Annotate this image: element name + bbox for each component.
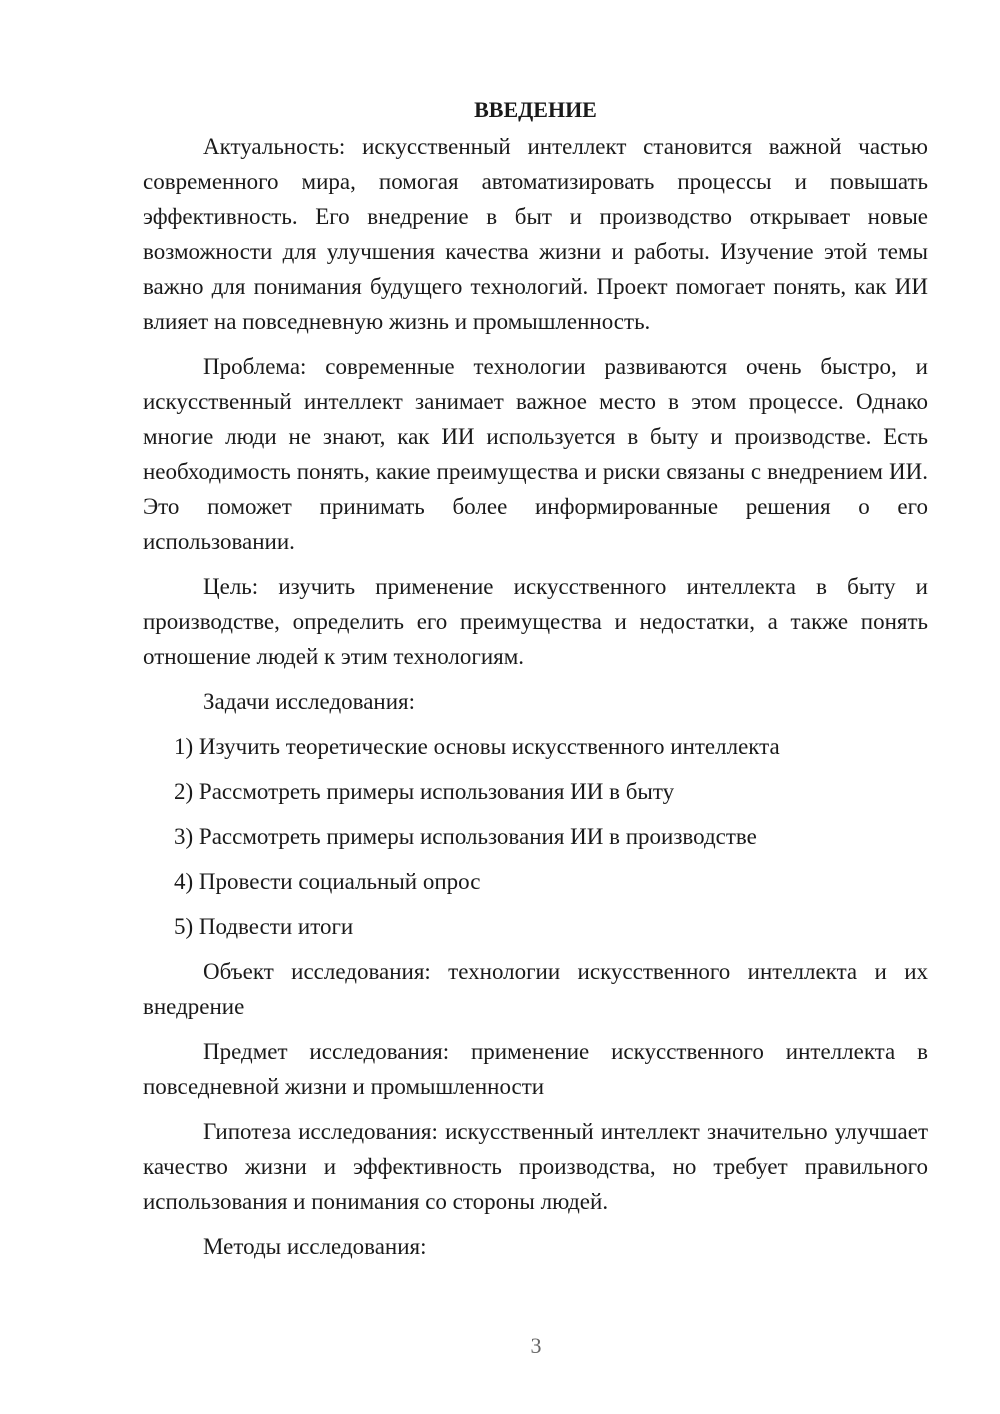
- paragraph-relevance: Актуальность: искусственный интеллект становится важной частью современного мира, помогая автоматизировать процессы и повышать эффективность. Его внедрение в быт и производство открывает новые возможности для улучшения качества жизни и работы. Изучение этой темы важно для понимания будущего технологий. Проект помогает понять, как ИИ влияет на повседневную жизнь и промышленность.: [143, 134, 928, 334]
- page-number: 3: [530, 1333, 542, 1358]
- paragraph-tasks-heading: Задачи исследования:: [203, 689, 416, 714]
- page-title: ВВЕДЕНИЕ: [474, 97, 597, 122]
- tasks-list: [143, 729, 928, 944]
- list-item: 1) Изучить теоретические основы искусственного интеллекта: [174, 734, 780, 759]
- list-item: 4) Провести социальный опрос: [174, 869, 481, 894]
- paragraph-goal: Цель: изучить применение искусственного интеллекта в быту и производстве, определить его преимущества и недостатки, а также понять отношение людей к этим технологиям.: [143, 574, 928, 669]
- paragraph-problem: Проблема: современные технологии развиваются очень быстро, и искусственный интеллект занимает важное место в этом процессе. Однако многие люди не знают, как ИИ используется в быту и производстве. Есть необходимость понять, какие преимущества и риски связаны с внедрением ИИ. Это поможет принимать более информированные решения о его использовании.: [143, 354, 928, 554]
- list-item: 2) Рассмотреть примеры использования ИИ в быту: [174, 779, 675, 804]
- paragraph-object: Объект исследования: технологии искусственного интеллекта и их внедрение: [143, 959, 928, 1019]
- paragraph-hypothesis: Гипотеза исследования: искусственный интеллект значительно улучшает качество жизни и эффективность производства, но требует правильного использования и понимания со стороны людей.: [143, 1119, 928, 1214]
- paragraph-subject: Предмет исследования: применение искусственного интеллекта в повседневной жизни и промышленности: [143, 1039, 928, 1099]
- list-item: 3) Рассмотреть примеры использования ИИ в производстве: [174, 824, 757, 849]
- paragraph-methods: Методы исследования:: [203, 1234, 427, 1259]
- document-page: [143, 92, 928, 1274]
- list-item: 5) Подвести итоги: [174, 914, 354, 939]
